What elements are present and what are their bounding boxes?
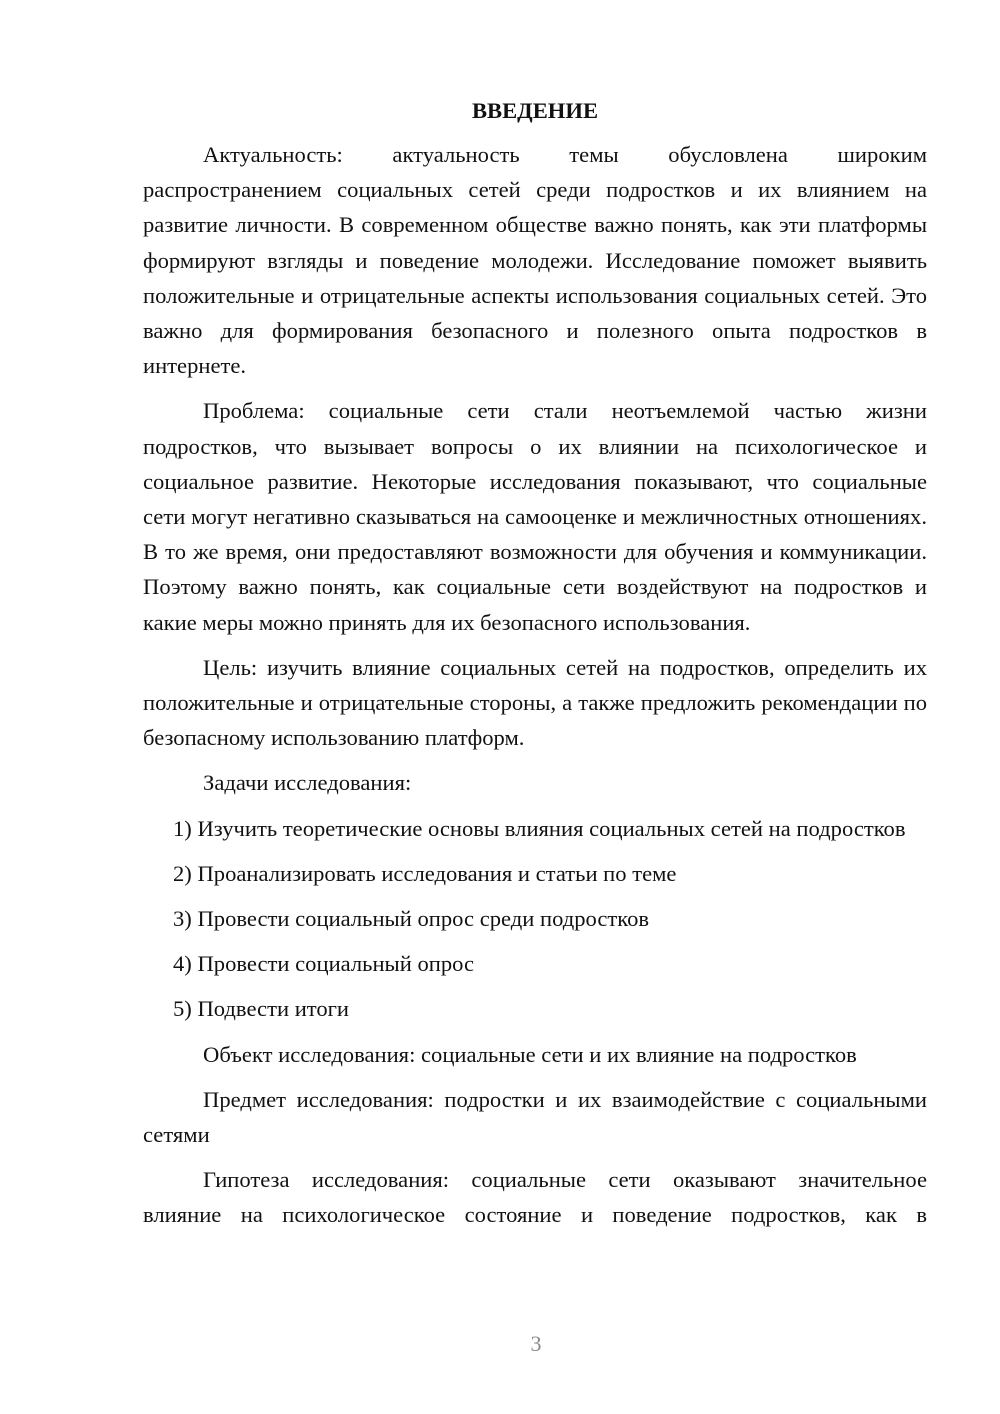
section-title: ВВЕДЕНИЕ bbox=[471, 98, 599, 123]
relevance-paragraph: Актуальность: актуальность темы обусловлена широким распространением социальных сетей среди подростков и их влиянием на развитие личности. В современном обществе важно понять, как эти платформы формируют взгляды и поведение молодежи. Исследование поможет выявить положительные и отрицательные аспекты использования социальных сетей. Это важно для формирования безопасного и полезного опыта подростков в интернете. bbox=[143, 142, 927, 379]
task-item: 1) Изучить теоретические основы влияния социальных сетей на подростков bbox=[173, 815, 906, 841]
object-paragraph: Объект исследования: социальные сети и их влияние на подростков bbox=[203, 1041, 857, 1067]
subject-paragraph: Предмет исследования: подростки и их взаимодействие с социальными сетями bbox=[143, 1086, 927, 1148]
hypothesis-paragraph: Гипотеза исследования: социальные сети оказывают значительное влияние на психологическое состояние и поведение подростков, как в bbox=[143, 1167, 927, 1228]
task-item: 4) Провести социальный опрос bbox=[173, 951, 475, 977]
task-item: 3) Провести социальный опрос среди подростков bbox=[173, 906, 650, 932]
document-page bbox=[143, 95, 927, 1233]
problem-paragraph: Проблема: социальные сети стали неотъемлемой частью жизни подростков, что вызывает вопросы о их влиянии на психологическое и социальное развитие. Некоторые исследования показывают, что социальные сети могут негативно сказываться на самооценке и межличностных отношениях. В то же время, они предоставляют возможности для обучения и коммуникации. Поэтому важно понять, как социальные сети воздействуют на подростков и какие меры можно принять для их безопасного использования. bbox=[143, 398, 927, 635]
task-item: 5) Подвести итоги bbox=[173, 996, 350, 1022]
goal-paragraph: Цель: изучить влияние социальных сетей на подростков, определить их положительные и отрицательные стороны, а также предложить рекомендации по безопасному использованию платформ. bbox=[143, 654, 927, 751]
page-number: 3 bbox=[530, 1331, 542, 1356]
task-item: 2) Проанализировать исследования и статьи по теме bbox=[173, 860, 677, 886]
tasks-heading: Задачи исследования: bbox=[203, 770, 412, 796]
